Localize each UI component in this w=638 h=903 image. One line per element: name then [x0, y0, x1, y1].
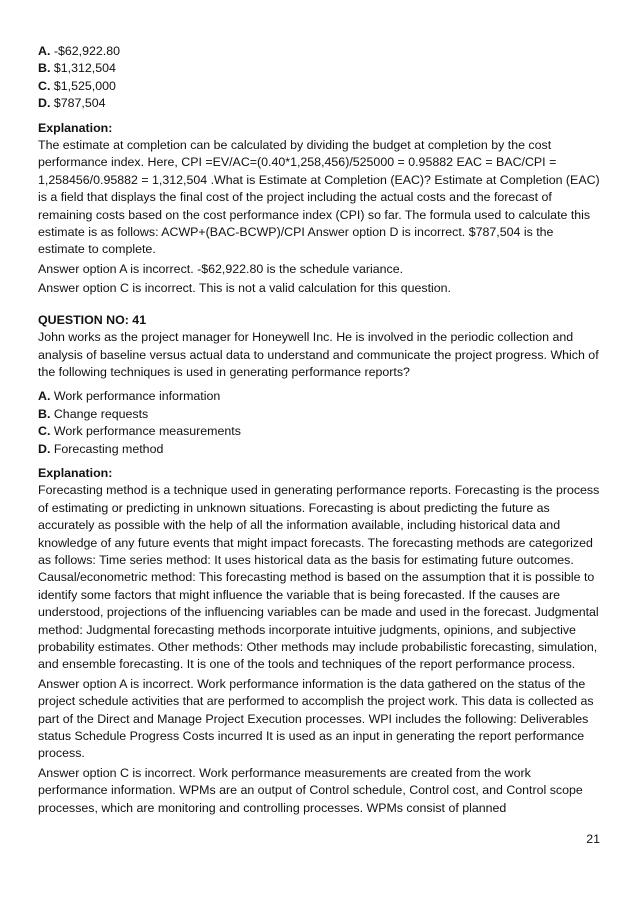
q41-option-b: B. Change requests — [38, 406, 149, 421]
q41-option-a: A. Work performance information — [38, 389, 221, 404]
q40-explanation-heading: Explanation: — [38, 120, 113, 135]
q41-explanation-heading: Explanation: — [38, 465, 113, 480]
q41-options — [38, 388, 603, 458]
q41-explanation-paragraph: Answer option A is incorrect. Work performance information is the data gathered on the status of the project schedule activities that are performed to accomplish the project work. This data is collected as part of the Direct and Manage Project Execution processes. WPI includes the following: Deliverables status Schedule Progress Costs incurred It is used as an input in generating the report performance process. — [38, 676, 594, 761]
q40-option-c: C. $1,525,000 — [38, 78, 116, 93]
q40-explanation-paragraph: The estimate at completion can be calculated by dividing the budget at completion by the cost performance index. Here, CPI =EV/AC=(0.40*1,258,456)/525000 = 0.95882 EAC = BAC/CPI = 1,258456/0.95882 = 1,312,504 .What is Estimate at Completion (EAC)? Estimate at Completion (EAC) is a field that displays the final cost of the project including the actual costs and the forecast of remaining costs based on the cost performance index (CPI) so far. The formula used to calculate this estimate is as follows: ACWP+(BAC-BCWP)/CPI Answer option D is incorrect. $787,504 is the estimate to complete. — [38, 138, 600, 257]
q41-block — [38, 312, 603, 382]
q41-question-text: John works as the project manager for Honeywell Inc. He is involved in the periodic collection and analysis of baseline versus actual data to understand and communicate the project progress. Which of the following techniques is used in generating performance reports? — [38, 330, 599, 379]
q41-explanation — [38, 465, 603, 817]
q41-explanation-paragraph: Forecasting method is a technique used in generating performance reports. Forecasting is the process of estimating or predicting in unknown situations. Forecasting is about predicting the future as accurately as possible with the help of all the information available, including historical data and knowledge of any future events that might impact forecasts. The forecasting methods are categorized as follows: Time series method: It uses historical data as the basis for estimating future outcomes. Causal/econometric method: This forecasting method is based on the assumption that it is possible to identify some factors that might influence the variable that is being forecasted. If the causes are understood, projections of the influencing variables can be made and used in the forecast. Judgmental method: Judgmental forecasting methods incorporate intuitive judgments, opinions, and subjective probability estimates. Other methods: Other methods may include probabilistic forecasting, simulation, and ensemble forecasting. It is one of the tools and techniques of the report performance process. — [38, 483, 600, 672]
q41-option-c: C. Work performance measurements — [38, 424, 241, 439]
q40-explanation-paragraph: Answer option C is incorrect. This is not a valid calculation for this question. — [38, 281, 451, 296]
q40-explanation — [38, 120, 603, 298]
q40-option-a: A. -$62,922.80 — [38, 44, 120, 58]
q40-explanation-paragraph: Answer option A is incorrect. -$62,922.80 is the schedule variance. — [38, 261, 404, 276]
q40-option-b: B. $1,312,504 — [38, 61, 116, 76]
q41-explanation-paragraph: Answer option C is incorrect. Work performance measurements are created from the work performance information. WPMs are an output of Control schedule, Control cost, and Control scope processes, which are monitoring and controlling processes. WPMs consist of planned — [38, 765, 583, 815]
q41-option-d: D. Forecasting method — [38, 441, 164, 456]
document-page — [38, 43, 603, 817]
q40-option-d: D. $787,504 — [38, 96, 106, 111]
q41-title: QUESTION NO: 41 — [38, 312, 147, 327]
page-number: 21 — [586, 832, 600, 846]
q40-options — [38, 43, 603, 113]
